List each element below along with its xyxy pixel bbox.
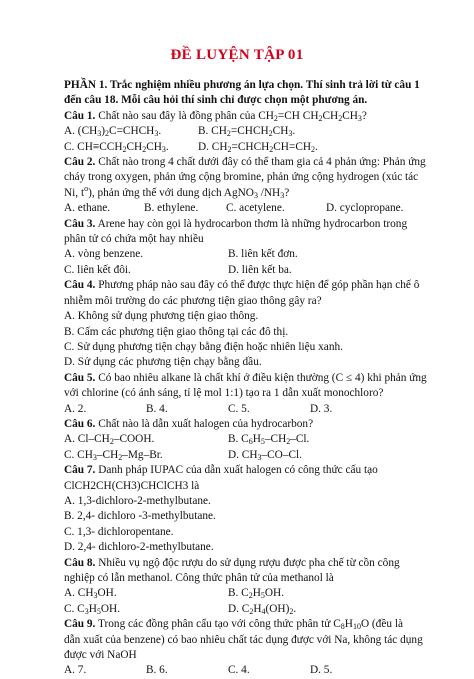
question-3-text-1: Arene hay còn gọi là hydrocarbon thơm là những hydrocarbon trong [95, 217, 408, 230]
q1-option-b: B. $CH_2=CHCH_2CH_3$. [198, 125, 296, 139]
question-9-text-2: dẫn xuất của benzene) có bao nhiêu chất tác dụng được với Na, không tác dụng [64, 633, 423, 646]
q1-option-c: C. $CH\equiv CCH_2CH_2CH_3$. [64, 140, 169, 154]
q2-option-b: B. ethylene. [144, 202, 199, 215]
question-9-label: Câu 9. [64, 618, 96, 631]
q4-option-a: A. Không sử dụng phương tiện giao thông. [64, 310, 259, 323]
question-8 [64, 556, 420, 571]
question-1-options-row-2 [64, 140, 420, 155]
question-4-label: Câu 4. [64, 279, 96, 292]
question-3-options-row-1 [64, 247, 420, 262]
question-7-text-1: Danh pháp IUPAC của dẫn xuất halogen có công thức cấu tạo [95, 464, 378, 477]
question-1 [64, 109, 420, 124]
q2-option-d: D. cyclopropane. [326, 202, 404, 215]
q1-option-a: A. $(CH_3)_2C=CHCH_3$. [64, 125, 162, 139]
q7-option-a: A. 1,3-dichloro-2-methylbutane. [64, 494, 211, 507]
question-2-text-3: Ni, $t^o$), phản ứng thế với dung dịch AgNO$_3$ $/NH_3$? [64, 184, 290, 200]
q9-option-b: B. 6. [146, 664, 168, 677]
question-4 [64, 278, 420, 293]
question-9-text-1: Trong các đồng phân cấu tạo với công thức phân tử $C_8H_{10}O$ (đều là [95, 618, 403, 632]
q7-option-b: B. 2,4- dichloro -3-methylbutane. [64, 510, 216, 523]
q8-option-c: C. $C_3H_5OH$. [64, 602, 121, 616]
q5-option-c: C. 5. [228, 402, 250, 415]
question-2-text-1: Chất nào trong 4 chất dưới đây có thể tham gia cả 4 phản ứng: Phản ứng [95, 156, 426, 169]
question-7-label: Câu 7. [64, 464, 96, 477]
question-6 [64, 417, 420, 432]
question-6-options-row-1 [64, 432, 420, 447]
section-label: PHẦN 1. [64, 79, 108, 91]
question-6-text: Chất nào là dẫn xuất halogen của hydrocarbon? [95, 417, 314, 430]
question-3-options-row-2 [64, 263, 420, 278]
q9-option-a: A. 7. [64, 664, 87, 677]
question-6-label: Câu 6. [64, 417, 96, 430]
question-2-text-2: cháy trong oxygen, phản ứng cộng bromine, phản ứng cộng hydrogen (xúc tác [64, 171, 419, 184]
page-title: ĐỀ LUYỆN TẬP 01 [170, 47, 304, 63]
question-7-text-2: ClCH2CH(CH3)CHClCH3 là [64, 479, 200, 492]
question-2-options [64, 201, 420, 216]
question-9 [64, 617, 420, 632]
question-1-text: Chất nào sau đây là đồng phân của $CH_2=CH$ $CH_2CH_2CH_3$? [95, 109, 367, 123]
question-5-options [64, 402, 420, 417]
section-heading-line-1 [64, 78, 420, 93]
question-7 [64, 463, 420, 478]
q4-option-d: D. Sử dụng các phương tiện chạy bằng dầu. [64, 356, 262, 369]
q8-option-a: A. $CH_3OH$. [64, 587, 117, 601]
q2-option-c: C. acetylene. [226, 202, 285, 215]
q4-option-c: C. Sử dụng phương tiện chạy bằng điện hoặc nhiên liệu xanh. [64, 340, 343, 353]
q8-option-b: B. $C_2H_5OH$. [228, 587, 285, 601]
question-1-options-row-1 [64, 124, 420, 139]
question-6-options-row-2 [64, 448, 420, 463]
q1-option-d: D. $CH_2=CHCH_2CH=CH_2$. [198, 140, 318, 154]
q2-option-a: A. ethane. [64, 202, 111, 215]
question-8-options-row-1 [64, 586, 420, 601]
question-5-label: Câu 5. [64, 371, 96, 384]
q6-option-a: A. $Cl-CH_2$–COOH. [64, 433, 155, 447]
question-2-label: Câu 2. [64, 156, 96, 169]
question-9-text-3: được với NaOH [64, 649, 137, 662]
q3-option-c: C. liên kết đôi. [64, 263, 131, 276]
q9-option-c: C. 4. [228, 664, 250, 677]
q3-option-b: B. liên kết đơn. [228, 248, 298, 261]
q7-option-c: C. 1,3- dichloropentane. [64, 525, 174, 538]
question-2 [64, 155, 426, 170]
question-8-text-1: Nhiều vụ ngộ độc rượu do sử dụng rượu được pha chế từ cồn công [95, 556, 400, 569]
question-8-label: Câu 8. [64, 556, 96, 569]
q5-option-d: D. 3. [310, 402, 333, 415]
question-4-text-2: nhiễm môi trường do các phương tiện giao thông gây ra? [64, 294, 322, 307]
q9-option-d: D. 5. [310, 664, 333, 677]
question-8-text-2: nghiệp có lẫn methanol. Công thức phân tử của methanol là [64, 572, 334, 584]
question-1-label: Câu 1. [64, 109, 96, 122]
question-4-text-1: Phương pháp nào sau đây có thể được thực hiện để góp phần hạn chế ô [95, 279, 420, 292]
question-5-text-2: với chlorine (có ánh sáng, tỉ lệ mol 1:1) tạo ra 1 dẫn xuất monochloro? [64, 387, 384, 400]
question-3-text-2: phân tử có chứa một hay nhiều [64, 233, 204, 246]
q3-option-d: D. liên kết ba. [228, 263, 292, 276]
question-5 [64, 371, 427, 386]
question-3 [64, 217, 420, 232]
question-8-options-row-2 [64, 602, 420, 617]
q8-option-d: D. $C_2H_4(OH)_2$. [228, 602, 297, 616]
q6-option-d: D. $CH_3-CO-Cl$. [228, 448, 302, 462]
section-heading-line-2: đến câu 18. Mỗi câu hỏi thí sinh chỉ được chọn một phương án. [64, 94, 368, 107]
question-5-text-1: Có bao nhiêu alkane là chất khí ở điều kiện thường (C ≤ 4) khi phản ứng [95, 371, 427, 384]
q6-option-c: C. $CH_3-CH_2-Mg-Br$. [64, 448, 163, 462]
q7-option-d: D. 2,4- dichloro-2-methylbutane. [64, 541, 214, 554]
question-3-label: Câu 3. [64, 217, 96, 230]
q4-option-b: B. Cấm các phương tiện giao thông tại các đô thị. [64, 325, 289, 338]
q6-option-b: B. $C_6H_5-CH_2-Cl$. [228, 433, 310, 447]
q3-option-a: A. vòng benzene. [64, 248, 144, 261]
q5-option-a: A. 2. [64, 402, 87, 415]
section-text-1: Trắc nghiệm nhiều phương án lựa chọn. Thí sinh trả lời từ câu 1 [107, 79, 420, 91]
exam-content [64, 78, 427, 679]
question-9-options [64, 663, 420, 678]
q5-option-b: B. 4. [146, 402, 168, 415]
